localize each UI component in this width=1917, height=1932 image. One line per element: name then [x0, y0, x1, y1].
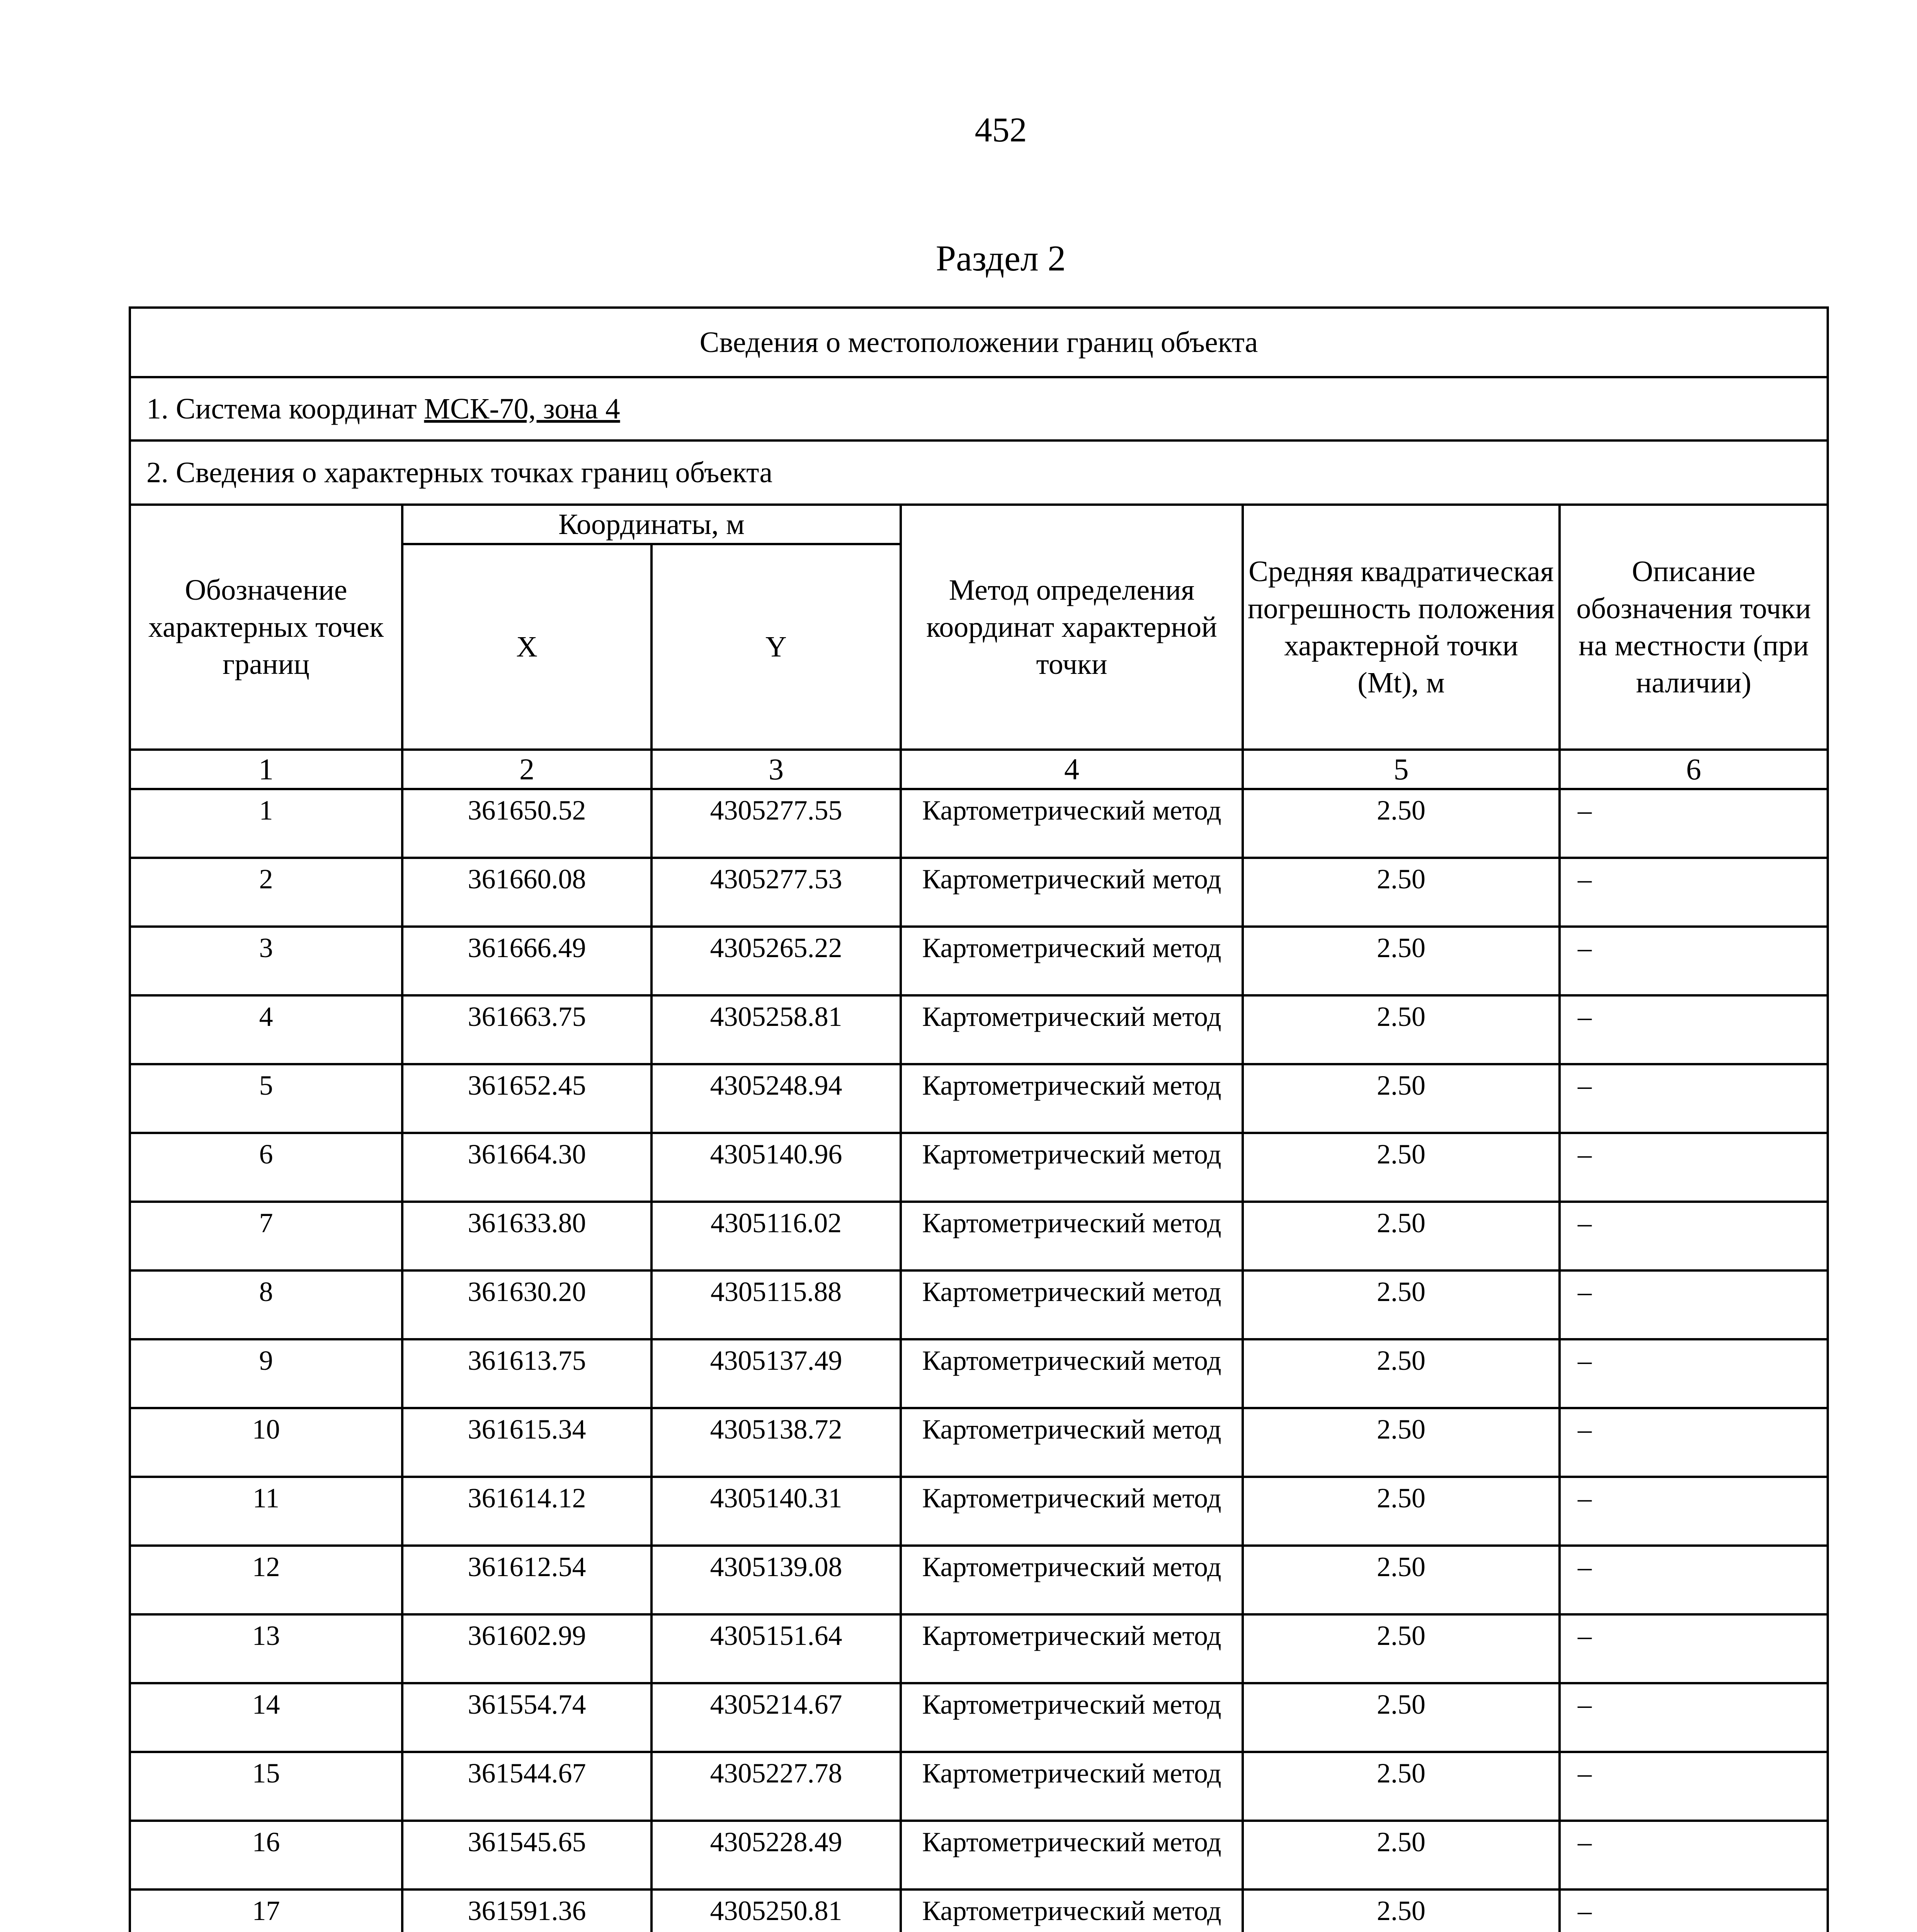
cell-x: 361663.75	[402, 995, 651, 1064]
points-header: 2. Сведения о характерных точках границ объекта	[130, 440, 1828, 505]
table-row	[130, 927, 1828, 995]
col-coordinates-header: Координаты, м	[402, 505, 901, 544]
cell-error: 2.50	[1243, 858, 1560, 927]
col-error-header-text: Средняя квадратическая погрешность положения характерной точки	[1247, 555, 1555, 662]
cell-x: 361660.08	[402, 858, 651, 927]
column-number: 5	[1243, 750, 1560, 789]
cell-y: 4305115.88	[651, 1270, 901, 1339]
column-number: 1	[130, 750, 402, 789]
cell-error: 2.50	[1243, 1821, 1560, 1889]
column-number: 6	[1560, 750, 1828, 789]
cell-point-number: 4	[130, 995, 402, 1064]
cell-description: –	[1560, 1339, 1828, 1408]
cell-error: 2.50	[1243, 927, 1560, 995]
column-number: 3	[651, 750, 901, 789]
col-designation-header: Обозначение характерных точек границ	[130, 505, 402, 750]
cell-description: –	[1560, 1683, 1828, 1752]
table-row	[130, 1889, 1828, 1932]
cell-y: 4305140.96	[651, 1133, 901, 1202]
coord-system-label: 1. Система координат	[146, 392, 424, 425]
section-title: Раздел 2	[936, 238, 1066, 279]
cell-point-number: 12	[130, 1546, 402, 1614]
cell-x: 361544.67	[402, 1752, 651, 1821]
cell-error: 2.50	[1243, 1064, 1560, 1133]
cell-description: –	[1560, 1202, 1828, 1270]
cell-method: Картометрический метод	[901, 1064, 1243, 1133]
table-row	[130, 1270, 1828, 1339]
table-row	[130, 1752, 1828, 1821]
table-row	[130, 1683, 1828, 1752]
cell-error: 2.50	[1243, 995, 1560, 1064]
table-row	[130, 1064, 1828, 1133]
cell-point-number: 6	[130, 1133, 402, 1202]
cell-error: 2.50	[1243, 1202, 1560, 1270]
cell-y: 4305258.81	[651, 995, 901, 1064]
cell-x: 361633.80	[402, 1202, 651, 1270]
cell-point-number: 1	[130, 789, 402, 858]
cell-y: 4305227.78	[651, 1752, 901, 1821]
table-title: Сведения о местоположении границ объекта	[130, 308, 1828, 377]
cell-error: 2.50	[1243, 1339, 1560, 1408]
cell-y: 4305151.64	[651, 1614, 901, 1683]
table-row	[130, 789, 1828, 858]
cell-description: –	[1560, 1133, 1828, 1202]
col-x-header: X	[402, 544, 651, 750]
cell-x: 361554.74	[402, 1683, 651, 1752]
cell-point-number: 9	[130, 1339, 402, 1408]
cell-error: 2.50	[1243, 1683, 1560, 1752]
cell-method: Картометрический метод	[901, 1546, 1243, 1614]
cell-point-number: 8	[130, 1270, 402, 1339]
cell-description: –	[1560, 995, 1828, 1064]
table-row	[130, 1408, 1828, 1477]
cell-error: 2.50	[1243, 789, 1560, 858]
table-row	[130, 1821, 1828, 1889]
table-row	[130, 1202, 1828, 1270]
cell-x: 361652.45	[402, 1064, 651, 1133]
cell-point-number: 16	[130, 1821, 402, 1889]
cell-point-number: 2	[130, 858, 402, 927]
cell-description: –	[1560, 1821, 1828, 1889]
cell-x: 361613.75	[402, 1339, 651, 1408]
cell-description: –	[1560, 1752, 1828, 1821]
cell-point-number: 15	[130, 1752, 402, 1821]
cell-x: 361664.30	[402, 1133, 651, 1202]
column-number: 2	[402, 750, 651, 789]
cell-description: –	[1560, 1889, 1828, 1932]
cell-method: Картометрический метод	[901, 995, 1243, 1064]
cell-point-number: 17	[130, 1889, 402, 1932]
cell-method: Картометрический метод	[901, 1477, 1243, 1546]
cell-description: –	[1560, 927, 1828, 995]
cell-point-number: 13	[130, 1614, 402, 1683]
cell-y: 4305116.02	[651, 1202, 901, 1270]
cell-x: 361630.20	[402, 1270, 651, 1339]
column-numbers-row	[130, 750, 1828, 789]
cell-method: Картометрический метод	[901, 1889, 1243, 1932]
cell-description: –	[1560, 1064, 1828, 1133]
cell-y: 4305277.53	[651, 858, 901, 927]
cell-method: Картометрический метод	[901, 1270, 1243, 1339]
cell-method: Картометрический метод	[901, 1202, 1243, 1270]
cell-point-number: 5	[130, 1064, 402, 1133]
table-row	[130, 995, 1828, 1064]
coord-system-value: МСК-70, зона 4	[424, 392, 620, 425]
cell-description: –	[1560, 1477, 1828, 1546]
page-number: 452	[975, 111, 1027, 149]
cell-y: 4305137.49	[651, 1339, 901, 1408]
cell-y: 4305248.94	[651, 1064, 901, 1133]
cell-point-number: 11	[130, 1477, 402, 1546]
cell-y: 4305228.49	[651, 1821, 901, 1889]
cell-x: 361545.65	[402, 1821, 651, 1889]
cell-x: 361666.49	[402, 927, 651, 995]
cell-error: 2.50	[1243, 1270, 1560, 1339]
col-method-header: Метод определения координат характерной точки	[901, 505, 1243, 750]
cell-point-number: 7	[130, 1202, 402, 1270]
cell-method: Картометрический метод	[901, 789, 1243, 858]
cell-error: 2.50	[1243, 1889, 1560, 1932]
table-row	[130, 1477, 1828, 1546]
table-row	[130, 1614, 1828, 1683]
col-y-header: Y	[651, 544, 901, 750]
cell-method: Картометрический метод	[901, 858, 1243, 927]
cell-description: –	[1560, 1408, 1828, 1477]
cell-y: 4305138.72	[651, 1408, 901, 1477]
cell-error: 2.50	[1243, 1133, 1560, 1202]
cell-method: Картометрический метод	[901, 1614, 1243, 1683]
cell-error: 2.50	[1243, 1614, 1560, 1683]
cell-point-number: 3	[130, 927, 402, 995]
table-row	[130, 858, 1828, 927]
cell-description: –	[1560, 1614, 1828, 1683]
boundary-table	[129, 306, 1829, 1932]
table-row	[130, 1339, 1828, 1408]
table-row	[130, 1546, 1828, 1614]
cell-description: –	[1560, 1270, 1828, 1339]
cell-description: –	[1560, 858, 1828, 927]
cell-description: –	[1560, 789, 1828, 858]
cell-method: Картометрический метод	[901, 1339, 1243, 1408]
cell-method: Картометрический метод	[901, 1821, 1243, 1889]
cell-method: Картометрический метод	[901, 927, 1243, 995]
cell-error: 2.50	[1243, 1546, 1560, 1614]
cell-y: 4305214.67	[651, 1683, 901, 1752]
cell-error: 2.50	[1243, 1752, 1560, 1821]
cell-y: 4305265.22	[651, 927, 901, 995]
cell-point-number: 10	[130, 1408, 402, 1477]
cell-x: 361615.34	[402, 1408, 651, 1477]
cell-error: 2.50	[1243, 1408, 1560, 1477]
cell-x: 361602.99	[402, 1614, 651, 1683]
cell-point-number: 14	[130, 1683, 402, 1752]
cell-y: 4305250.81	[651, 1889, 901, 1932]
cell-error: 2.50	[1243, 1477, 1560, 1546]
cell-x: 361614.12	[402, 1477, 651, 1546]
cell-method: Картометрический метод	[901, 1133, 1243, 1202]
cell-y: 4305140.31	[651, 1477, 901, 1546]
col-error-header	[1243, 505, 1560, 750]
col-error-header-unit: (Mt), м	[1357, 667, 1445, 699]
cell-y: 4305277.55	[651, 789, 901, 858]
cell-method: Картометрический метод	[901, 1752, 1243, 1821]
cell-description: –	[1560, 1546, 1828, 1614]
column-number: 4	[901, 750, 1243, 789]
cell-x: 361650.52	[402, 789, 651, 858]
cell-method: Картометрический метод	[901, 1683, 1243, 1752]
table-row	[130, 1133, 1828, 1202]
cell-method: Картометрический метод	[901, 1408, 1243, 1477]
cell-y: 4305139.08	[651, 1546, 901, 1614]
coord-system-row	[130, 377, 1828, 440]
cell-x: 361612.54	[402, 1546, 651, 1614]
cell-x: 361591.36	[402, 1889, 651, 1932]
col-description-header: Описание обозначения точки на местности (при наличии)	[1560, 505, 1828, 750]
